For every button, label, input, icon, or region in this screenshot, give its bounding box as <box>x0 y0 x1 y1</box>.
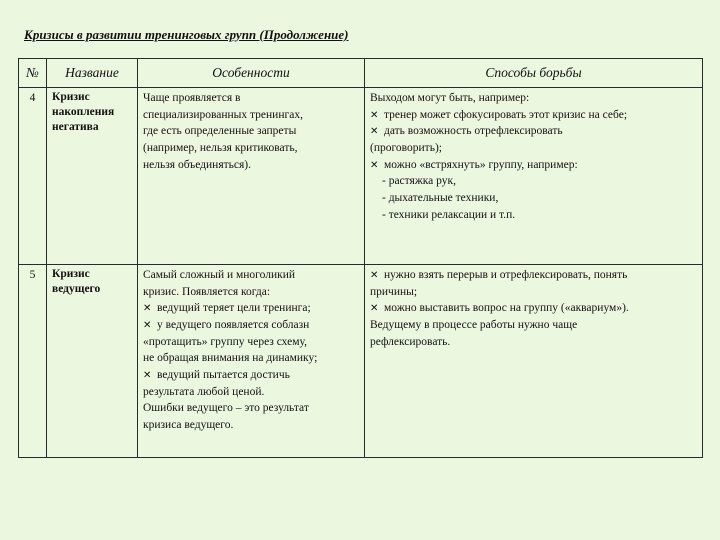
feature-line: (например, нельзя критиковать, <box>143 142 298 155</box>
crisis-features <box>138 88 365 265</box>
method-bullet: ✕ дать возможность отрефлексировать <box>370 123 697 140</box>
feature-line: нельзя объединяться). <box>143 158 251 171</box>
method-line: Ведущему в процессе работы нужно чаще <box>370 319 578 332</box>
row-number: 5 <box>19 265 47 458</box>
method-line: рефлексировать. <box>370 335 451 348</box>
row-number: 4 <box>19 88 47 265</box>
method-line: причины; <box>370 285 418 298</box>
x-mark-icon: ✕ <box>143 370 152 382</box>
crisis-methods <box>365 88 703 265</box>
name-line: Кризис <box>52 268 90 280</box>
x-mark-icon: ✕ <box>370 126 379 138</box>
x-mark-icon: ✕ <box>370 109 379 121</box>
feature-line: кризиса ведущего. <box>143 419 234 432</box>
header-features: Особенности <box>138 59 365 88</box>
crisis-methods <box>365 265 703 458</box>
feature-line: «протащить» группу через схему, <box>143 335 307 348</box>
x-mark-icon: ✕ <box>370 159 379 171</box>
x-mark-icon: ✕ <box>370 303 379 315</box>
table-row <box>19 265 703 458</box>
crisis-table <box>18 58 703 458</box>
feature-line: Чаще проявляется в <box>143 92 241 104</box>
crisis-name <box>47 88 138 265</box>
name-line: Кризис <box>52 91 90 103</box>
method-dash-item: - дыхательные техники, <box>382 192 499 205</box>
feature-line: Ошибки ведущего – это результат <box>143 402 309 415</box>
method-dash-item: - техники релаксации и т.п. <box>382 208 516 221</box>
feature-line: специализированных тренингах, <box>143 108 303 121</box>
x-mark-icon: ✕ <box>143 320 152 332</box>
feature-line: Самый сложный и многоликий <box>143 269 295 281</box>
crisis-name <box>47 265 138 458</box>
slide-title: Кризисы в развитии тренинговых групп (Продолжение) <box>24 27 349 42</box>
feature-bullet: ✕ у ведущего появляется соблазн <box>143 317 359 334</box>
table-row <box>19 88 703 265</box>
feature-line: не обращая внимания на динамику; <box>143 352 318 365</box>
method-line: (проговорить); <box>370 142 442 155</box>
crisis-features <box>138 265 365 458</box>
feature-line: где есть определенные запреты <box>143 125 297 138</box>
method-line: Выходом могут быть, например: <box>370 92 530 104</box>
feature-bullet: ✕ ведущий теряет цели тренинга; <box>143 300 359 317</box>
feature-bullet: ✕ ведущий пытается достичь <box>143 367 359 384</box>
name-line: накопления <box>52 105 115 118</box>
name-line: ведущего <box>52 282 101 295</box>
method-bullet: ✕ можно выставить вопрос на группу («аквариум»). <box>370 300 697 317</box>
method-bullet: ✕ можно «встряхнуть» группу, например: <box>370 157 697 174</box>
feature-line: результата любой ценой. <box>143 385 265 398</box>
x-mark-icon: ✕ <box>370 270 379 281</box>
header-name: Название <box>47 59 138 88</box>
header-methods: Способы борьбы <box>365 59 703 88</box>
header-num: № <box>19 59 47 88</box>
table-header-row <box>19 59 703 88</box>
name-line: негатива <box>52 120 99 133</box>
method-bullet: ✕ тренер может сфокусировать этот кризис на себе; <box>370 107 697 124</box>
x-mark-icon: ✕ <box>143 303 152 315</box>
feature-line: кризис. Появляется когда: <box>143 285 271 298</box>
method-bullet: ✕ нужно взять перерыв и отрефлексировать, понять <box>370 267 697 284</box>
method-dash-item: - растяжка рук, <box>382 175 456 188</box>
